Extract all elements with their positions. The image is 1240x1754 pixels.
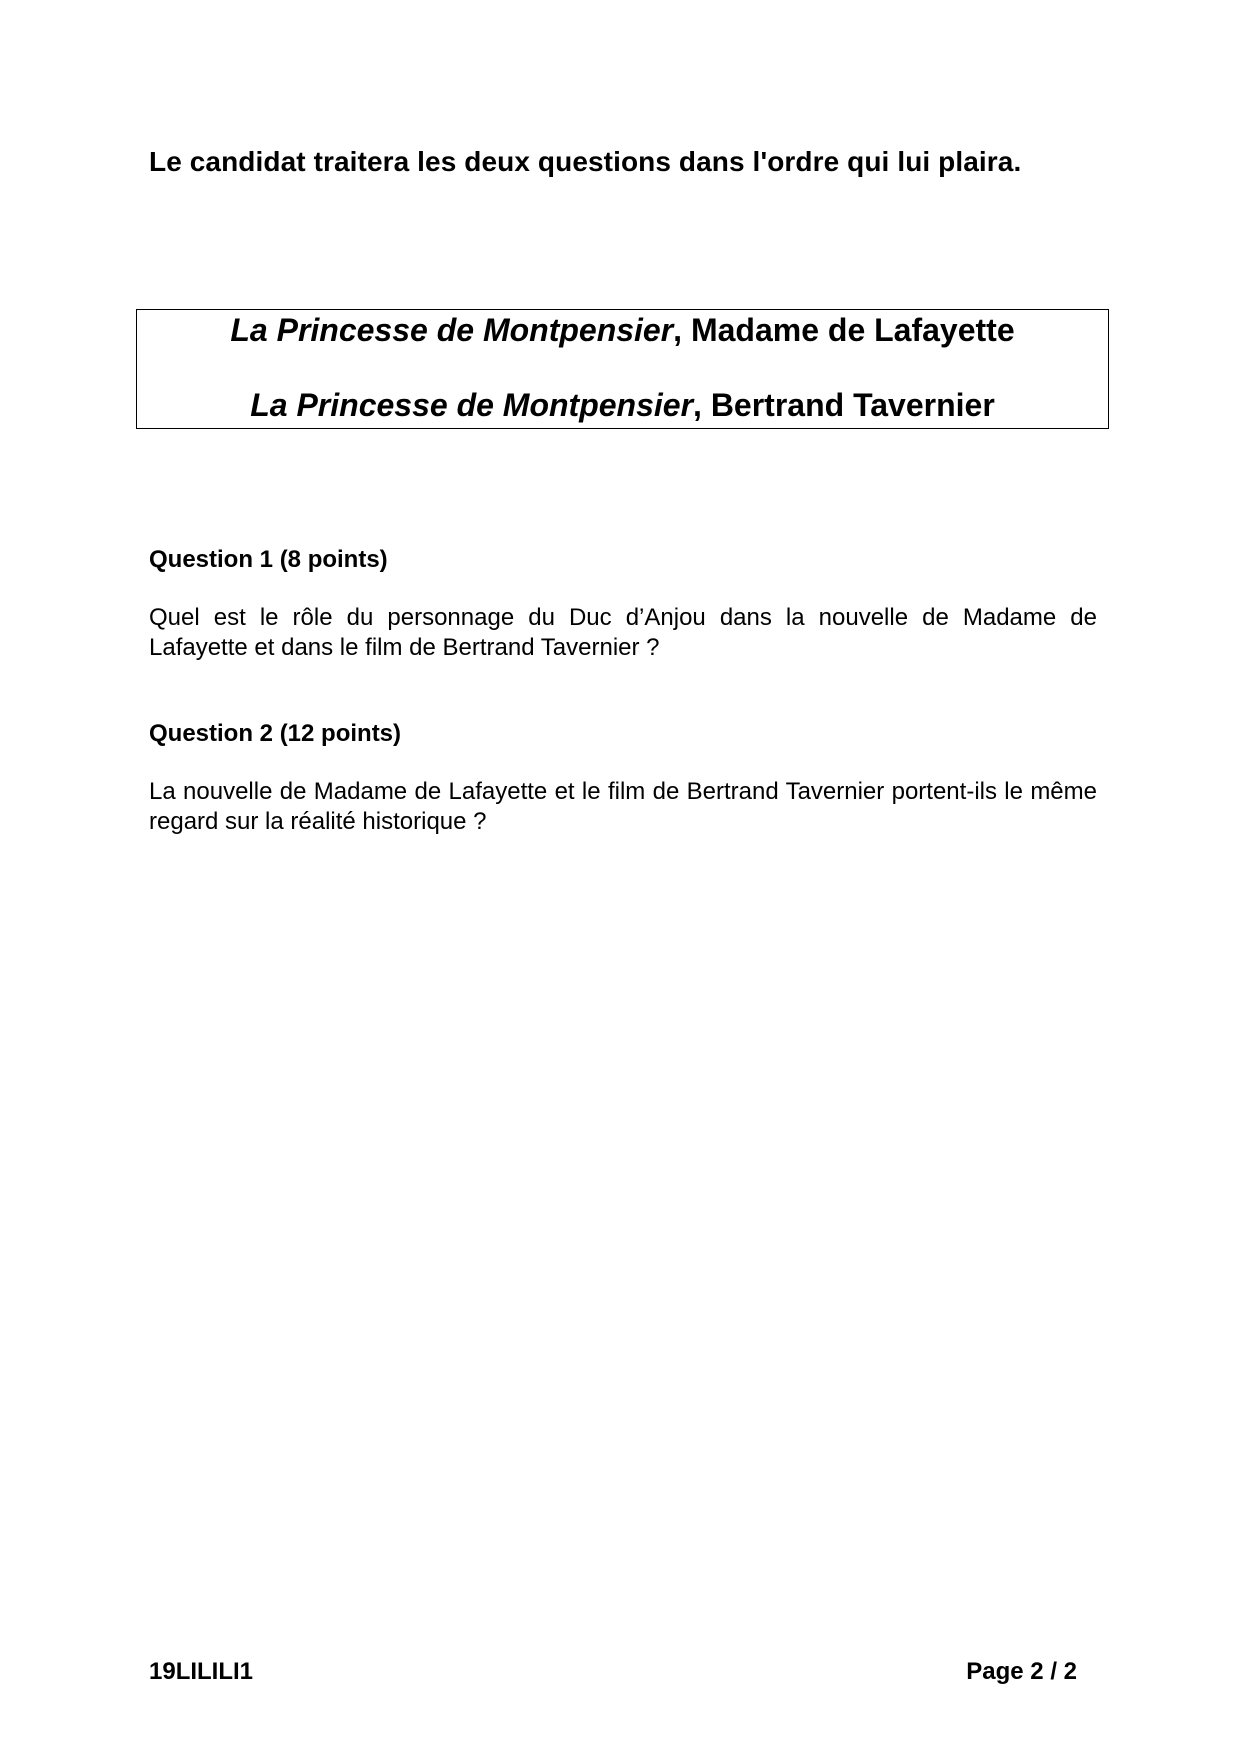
instruction-text: Le candidat traitera les deux questions dans l'ordre qui lui plaira.	[149, 146, 1022, 177]
title-novel-author: , Madame de Lafayette	[673, 312, 1015, 348]
question-1-heading: Question 1 (8 points)	[149, 546, 388, 573]
footer-exam-code: 19LILILI1	[149, 1658, 254, 1685]
title-film-director: , Bertrand Tavernier	[693, 387, 995, 423]
title-film-italic: La Princesse de Montpensier	[250, 387, 694, 423]
title-line-novel	[137, 312, 1108, 349]
title-box	[136, 309, 1109, 429]
footer-page-number: Page 2 / 2	[966, 1658, 1077, 1685]
question-1-text: Quel est le rôle du personnage du Duc d’Anjou dans la nouvelle de Madame de Lafayette et dans le film de Bertrand Tavernier ?	[149, 604, 1097, 661]
title-novel-italic: La Princesse de Montpensier	[230, 312, 674, 348]
question-2-text: La nouvelle de Madame de Lafayette et le film de Bertrand Tavernier portent-ils le même regard sur la réalité historique ?	[149, 778, 1097, 835]
title-line-film	[137, 387, 1108, 424]
question-2-heading: Question 2 (12 points)	[149, 720, 402, 747]
